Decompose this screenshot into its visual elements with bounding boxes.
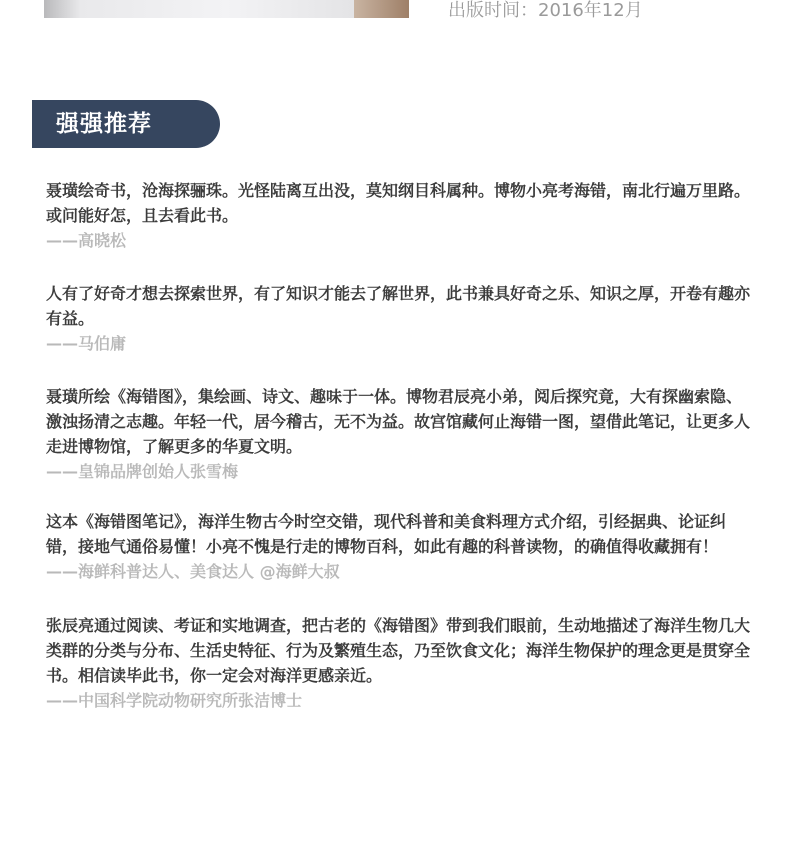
recommendation-list: [46, 178, 756, 713]
author-photo-bottom-edge: [44, 0, 409, 18]
recommendation-item: [46, 178, 756, 253]
recommendation-item: [46, 613, 756, 713]
recommendation-attribution: ——高晓松: [46, 231, 127, 250]
recommendation-quote: 张辰亮通过阅读、考证和实地调查，把古老的《海错图》带到我们眼前，生动地描述了海洋生物几大类群的分类与分布、生活史特征、行为及繁殖生态，乃至饮食文化；海洋生物保护的理念更是贯穿全书。相信读毕此书，你一定会对海洋更感亲近。: [46, 616, 751, 685]
recommendation-item: [46, 281, 756, 356]
recommendation-quote: 这本《海错图笔记》，海洋生物古今时空交错，现代科普和美食料理方式介绍，引经据典、论证纠错，接地气通俗易懂！小亮不愧是行走的博物百科，如此有趣的科普读物，的确值得收藏拥有！: [46, 512, 727, 556]
recommendation-attribution: ——皇锦品牌创始人张雪梅: [46, 462, 239, 481]
recommendation-attribution: ——海鲜科普达人、美食达人 @海鲜大叔: [46, 562, 340, 581]
recommendation-item: [46, 384, 756, 484]
recommendation-attribution: ——中国科学院动物研究所张洁博士: [46, 691, 303, 710]
recommendation-quote: 聂璜绘奇书，沧海探骊珠。光怪陆离互出没，莫知纲目科属种。博物小亮考海错，南北行遍万里路。或问能好怎，且去看此书。: [46, 181, 751, 225]
publication-date: 出版时间：2016年12月: [448, 0, 643, 21]
recommendation-attribution: ——马伯庸: [46, 334, 127, 353]
photo-collar-detail: [354, 0, 409, 18]
recommendation-quote: 聂璜所绘《海错图》，集绘画、诗文、趣味于一体。博物君辰亮小弟，阅后探究竟，大有探幽索隐、激浊扬清之志趣。年轻一代，居今稽古，无不为益。故宫馆藏何止海错一图，望借此笔记，让更多人走进博物馆，了解更多的华夏文明。: [46, 387, 751, 456]
recommendation-item: [46, 509, 756, 584]
section-header-recommendations: 强强推荐: [32, 100, 220, 148]
recommendation-quote: 人有了好奇才想去探索世界，有了知识才能去了解世界，此书兼具好奇之乐、知识之厚，开卷有趣亦有益。: [46, 284, 751, 328]
